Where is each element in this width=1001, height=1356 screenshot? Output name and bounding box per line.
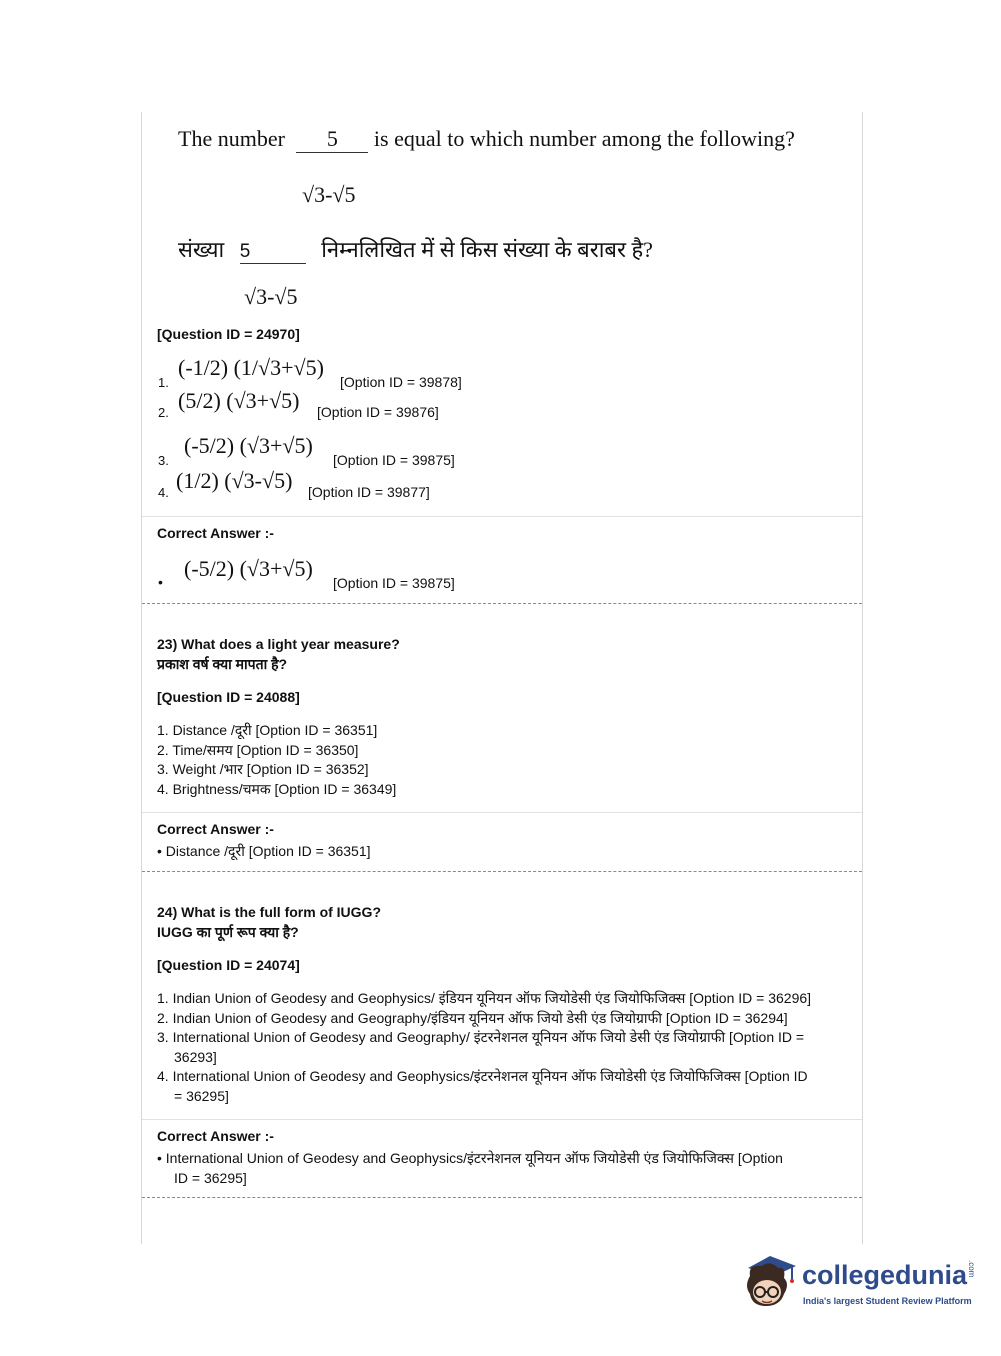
q24-option-2: 2. Indian Union of Geodesy and Geography/इंडियन यूनियन ऑफ जियो डेसी एंड जियोग्राफी [Option ID = 36294] [157, 1009, 788, 1026]
question-separator [142, 1197, 862, 1198]
q23-question-id: [Question ID = 24088] [157, 689, 300, 705]
q23-correct-answer-label: Correct Answer :- [157, 821, 274, 837]
q22-option-1-id: [Option ID = 39878] [340, 374, 462, 390]
q24-title-hindi: IUGG का पूर्ण रूप क्या है? [157, 924, 299, 940]
q22-option-4-number: 4. [158, 485, 169, 500]
q22-en-prefix: The number [178, 126, 285, 151]
q22-option-3-id: [Option ID = 39875] [333, 452, 455, 468]
q23-options-list [157, 721, 396, 799]
question-separator [142, 603, 862, 604]
q22-correct-answer-label: Correct Answer :- [157, 525, 274, 541]
q22-question-id: [Question ID = 24970] [157, 326, 300, 342]
logo-wordmark [802, 1260, 976, 1291]
q22-hi-suffix: निम्नलिखित में से किस संख्या के बराबर है? [321, 237, 653, 262]
question-separator [142, 871, 862, 872]
q22-option-4-id: [Option ID = 39877] [308, 484, 430, 500]
q24-option-3: 3. International Union of Geodesy and Geography/ इंटरनेशनल यूनियन ऑफ जियो डेसी एंड जियोग्राफी [Option ID = [157, 1029, 805, 1045]
logo-name: collegedunia [802, 1260, 968, 1290]
q22-english-line [178, 126, 795, 153]
q22-correct-option-id: [Option ID = 39875] [333, 575, 455, 591]
exam-page [141, 112, 863, 1244]
collegedunia-logo[interactable] [740, 1248, 980, 1314]
q24-option-4: 4. International Union of Geodesy and Geophysics/इंटरनेशनल यूनियन ऑफ जियोडेसी एंड जियोफिजिक्स [Option ID [157, 1068, 808, 1084]
q22-option-1-number: 1. [158, 375, 169, 390]
logo-tagline: India's largest Student Review Platform [803, 1296, 972, 1306]
q23-option-1: 1. Distance /दूरी [Option ID = 36351] [157, 722, 378, 738]
divider [142, 1119, 862, 1120]
q22-hi-denominator: √3-√5 [244, 284, 298, 309]
q22-option-3-expression: (-5/2) (√3+√5) [184, 433, 313, 458]
q22-option-3-number: 3. [158, 453, 169, 468]
q22-option-2-number: 2. [158, 405, 169, 420]
q24-correct-answer [157, 1149, 783, 1188]
mascot-icon [740, 1250, 802, 1312]
q22-en-denominator: √3-√5 [302, 182, 356, 207]
q24-correct-answer-label: Correct Answer :- [157, 1128, 274, 1144]
divider [142, 812, 862, 813]
divider [142, 516, 862, 517]
q22-hi-prefix: संख्या [178, 237, 225, 262]
q22-correct-expression: (-5/2) (√3+√5) [184, 556, 313, 581]
q23-title-hindi: प्रकाश वर्ष क्या मापता है? [157, 656, 288, 672]
q22-option-2-expression: (5/2) (√3+√5) [178, 388, 300, 413]
q22-option-2-id: [Option ID = 39876] [317, 404, 439, 420]
q24-option-4-continued: = 36295] [174, 1087, 229, 1104]
q22-en-suffix: is equal to which number among the following? [373, 126, 795, 151]
q24-correct-answer-line-2: ID = 36295] [174, 1169, 247, 1186]
q24-option-1: 1. Indian Union of Geodesy and Geophysics/ इंडियन यूनियन ऑफ जियोडेसी एंड जियोफिजिक्स [Option ID = 36296] [157, 990, 812, 1006]
q22-hi-number: 5 [240, 241, 306, 264]
q22-correct-bullet: • [158, 574, 163, 590]
q22-hindi-line [178, 234, 653, 264]
q23-option-4: 4. Brightness/चमक [Option ID = 36349] [157, 780, 397, 797]
q23-option-2: 2. Time/समय [Option ID = 36350] [157, 741, 359, 758]
q22-option-1-expression: (-1/2) (1/√3+√5) [178, 355, 324, 380]
q22-option-4-expression: (1/2) (√3-√5) [176, 468, 293, 493]
q23-option-3: 3. Weight /भार [Option ID = 36352] [157, 761, 369, 777]
q24-question-id: [Question ID = 24074] [157, 957, 300, 973]
logo-suffix: .com [967, 1260, 977, 1278]
q24-title: 24) What is the full form of IUGG? [157, 904, 381, 920]
q24-option-3-continued: 36293] [174, 1048, 217, 1065]
q24-correct-answer-line-1: • International Union of Geodesy and Geophysics/इंटरनेशनल यूनियन ऑफ जियोडेसी एंड जियोफिजिक्स [Option [157, 1150, 783, 1166]
q22-en-number: 5 [296, 126, 368, 153]
q23-correct-answer: • Distance /दूरी [Option ID = 36351] [157, 843, 371, 859]
q24-options-list [157, 989, 811, 1106]
q23-title: 23) What does a light year measure? [157, 636, 400, 652]
